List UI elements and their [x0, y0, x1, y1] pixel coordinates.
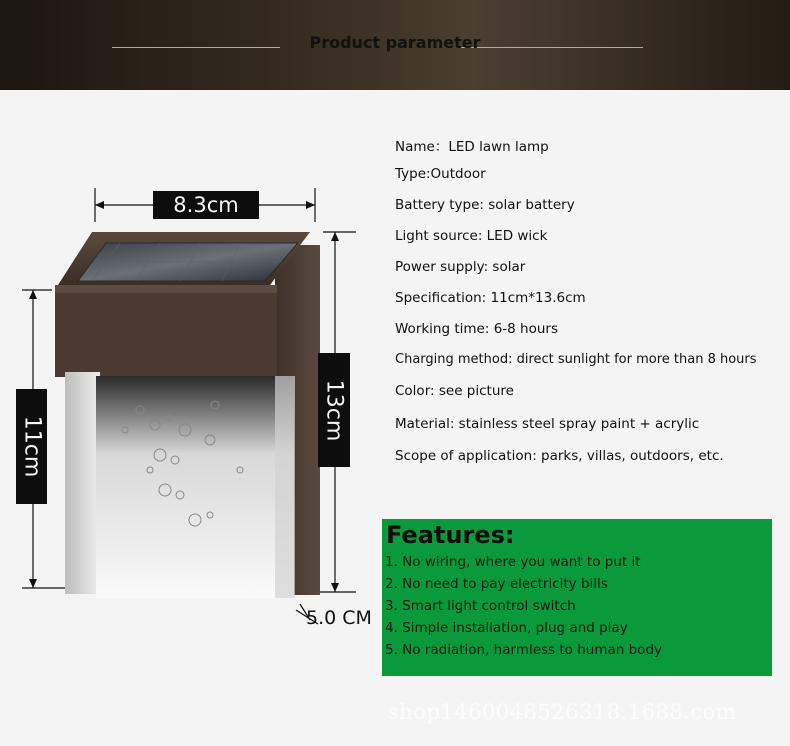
feature-item: 5. No radiation, harmless to human body	[385, 642, 663, 658]
features-panel	[382, 519, 772, 676]
spec-scope: Scope of application: parks, villas, outdoors, etc.	[395, 448, 724, 464]
spec-charging-method: Charging method: direct sunlight for more than 8 hours	[395, 352, 757, 367]
feature-item: 3. Smart light control switch	[385, 598, 576, 614]
feature-item: 4. Simple installation, plug and play	[385, 620, 628, 636]
spec-name: Name：LED lawn lamp	[395, 139, 549, 155]
page-title: Product parameter	[309, 33, 481, 52]
width-label: 8.3cm	[153, 191, 259, 219]
features-title: Features:	[386, 521, 515, 549]
lamp-body	[55, 232, 320, 598]
spec-material: Material: stainless steel spray paint + acrylic	[395, 416, 700, 432]
spec-specification: Specification: 11cm*13.6cm	[395, 290, 586, 306]
feature-item: 1. No wiring, where you want to put it	[385, 554, 641, 570]
spec-color: Color: see picture	[395, 383, 514, 399]
feature-item: 2. No need to pay electricity bills	[385, 576, 608, 592]
spec-working-time: Working time: 6-8 hours	[395, 321, 558, 337]
spec-battery-type: Battery type: solar battery	[395, 197, 575, 213]
spec-power-supply: Power supply: solar	[395, 259, 526, 275]
left-height-label: 11cm	[16, 389, 47, 504]
right-height-label: 13cm	[318, 353, 350, 467]
spec-type: Type:Outdoor	[395, 166, 486, 182]
depth-label: 5.0 CM	[306, 607, 372, 629]
shop-watermark: shop1460048526318.1688.com	[388, 700, 737, 724]
spec-light-source: Light source: LED wick	[395, 228, 548, 244]
